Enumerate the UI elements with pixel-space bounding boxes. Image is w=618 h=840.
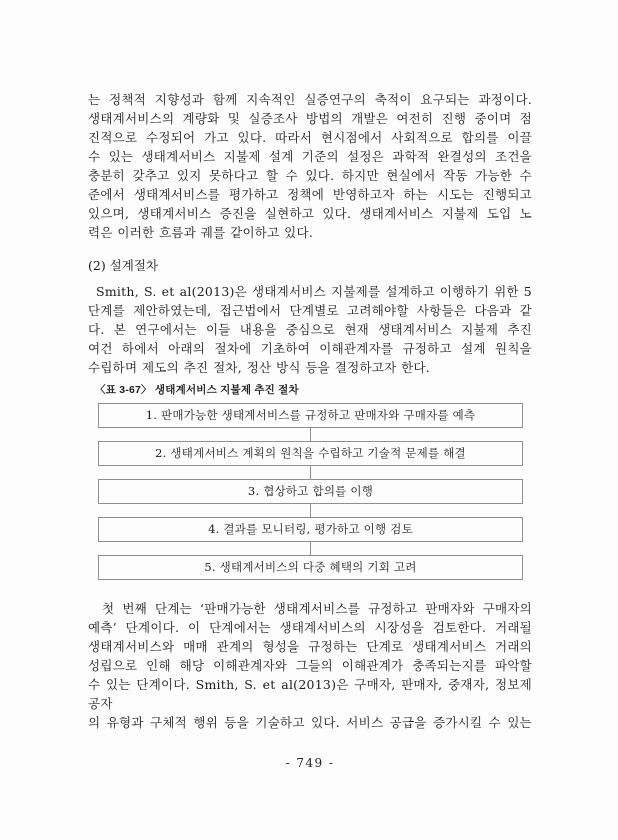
page-number: - 749 -	[285, 756, 335, 770]
text-line: 예측’ 단계이다. 이 단계에서는 생태계서비스의 시장성을 검토한다. 거래될	[88, 620, 532, 635]
text-line: 의 유형과 구체적 행위 등을 기술하고 있다. 서비스 공급을 증가시킬 수 있는	[88, 715, 532, 730]
flow-step	[98, 517, 523, 555]
text-line: 수 있는 단계이다. Smith, S. et al(2013)은 구매자, 판매자, 중재자, 정보제공자	[88, 677, 532, 711]
text-block	[88, 90, 532, 770]
text-line: 여건 하에서 아래의 절차에 기초하여 이해관계자를 규정하고 설계 원칙을	[88, 341, 532, 356]
flow-step-box: 5. 생태계서비스의 다중 혜택의 기회 고려	[98, 555, 523, 580]
text-line: 력은 이러한 흐름과 궤를 같이하고 있다.	[88, 225, 314, 240]
paragraph-first-step	[88, 599, 532, 732]
text-line: 준에서 생태계서비스를 평가하고 정책에 반영하고자 하는 시도는 진행되고	[88, 187, 532, 202]
flow-step	[98, 441, 523, 479]
flow-step-box: 3. 협상하고 합의를 이행	[98, 479, 523, 504]
paragraph-design-procedure	[88, 282, 532, 377]
section-heading: (2) 설계절차	[88, 258, 158, 273]
text-line: 다. 본 연구에서는 이들 내용을 중심으로 현재 생태계서비스 지불제 추진	[88, 322, 532, 337]
text-line: 수 있는 생태계서비스 지불제 설계 기준의 설정은 과학적 완결성의 조건을	[88, 149, 532, 164]
text-line: 충분히 갖추고 있지 못하다고 할 수 있다. 하지만 현실에서 작동 가능한 수	[88, 168, 532, 183]
flowchart	[98, 403, 523, 580]
flow-step-box: 4. 결과를 모니터링, 평가하고 이행 검토	[98, 517, 523, 542]
paragraph-continuation	[88, 90, 532, 242]
text-line: 생태계서비스의 계량화 및 실증조사 방법의 개발은 여전히 진행 중이며 점	[88, 111, 532, 126]
text-line: 성립으로 인해 해당 이해관계자와 그들의 이해관계가 충족되는지를 파악할	[88, 658, 532, 673]
text-line: 있으며, 생태계서비스 증진을 실현하고 있다. 생태계서비스 지불제 도입 노	[88, 206, 532, 221]
text-line: 생태계서비스와 매매 관계의 형성을 규정하는 단계로 생태계서비스 거래의	[88, 639, 532, 654]
flow-step	[98, 403, 523, 441]
text-line: 진적으로 수정되어 가고 있다. 따라서 현시점에서 사회적으로 합의를 이끌	[88, 130, 532, 145]
flow-step	[98, 479, 523, 517]
text-line: 단계를 제안하였는데, 접근법에서 단계별로 고려해야할 사항들은 다음과 같	[88, 303, 532, 318]
text-line: 수립하며 제도의 추진 절차, 정산 방식 등을 결정하고자 한다.	[88, 360, 431, 375]
table-caption: 〈표 3-67〉 생태계서비스 지불제 추진 절차	[95, 384, 299, 396]
flow-step	[98, 555, 523, 580]
flow-step-box: 2. 생태계서비스 계획의 원칙을 수립하고 기술적 문제를 해결	[98, 441, 523, 466]
flow-step-box: 1. 판매가능한 생태계서비스를 규정하고 판매자와 구매자를 예측	[98, 403, 523, 428]
text-line: 는 정책적 지향성과 함께 지속적인 실증연구의 축적이 요구되는 과정이다.	[88, 92, 532, 107]
text-line: Smith, S. et al(2013)은 생태계서비스 지불제를 설계하고 이행하기 위한 5	[96, 284, 532, 299]
text-line: 첫 번째 단계는 ‘판매가능한 생태계서비스를 규정하고 판매자와 구매자의	[102, 601, 532, 616]
